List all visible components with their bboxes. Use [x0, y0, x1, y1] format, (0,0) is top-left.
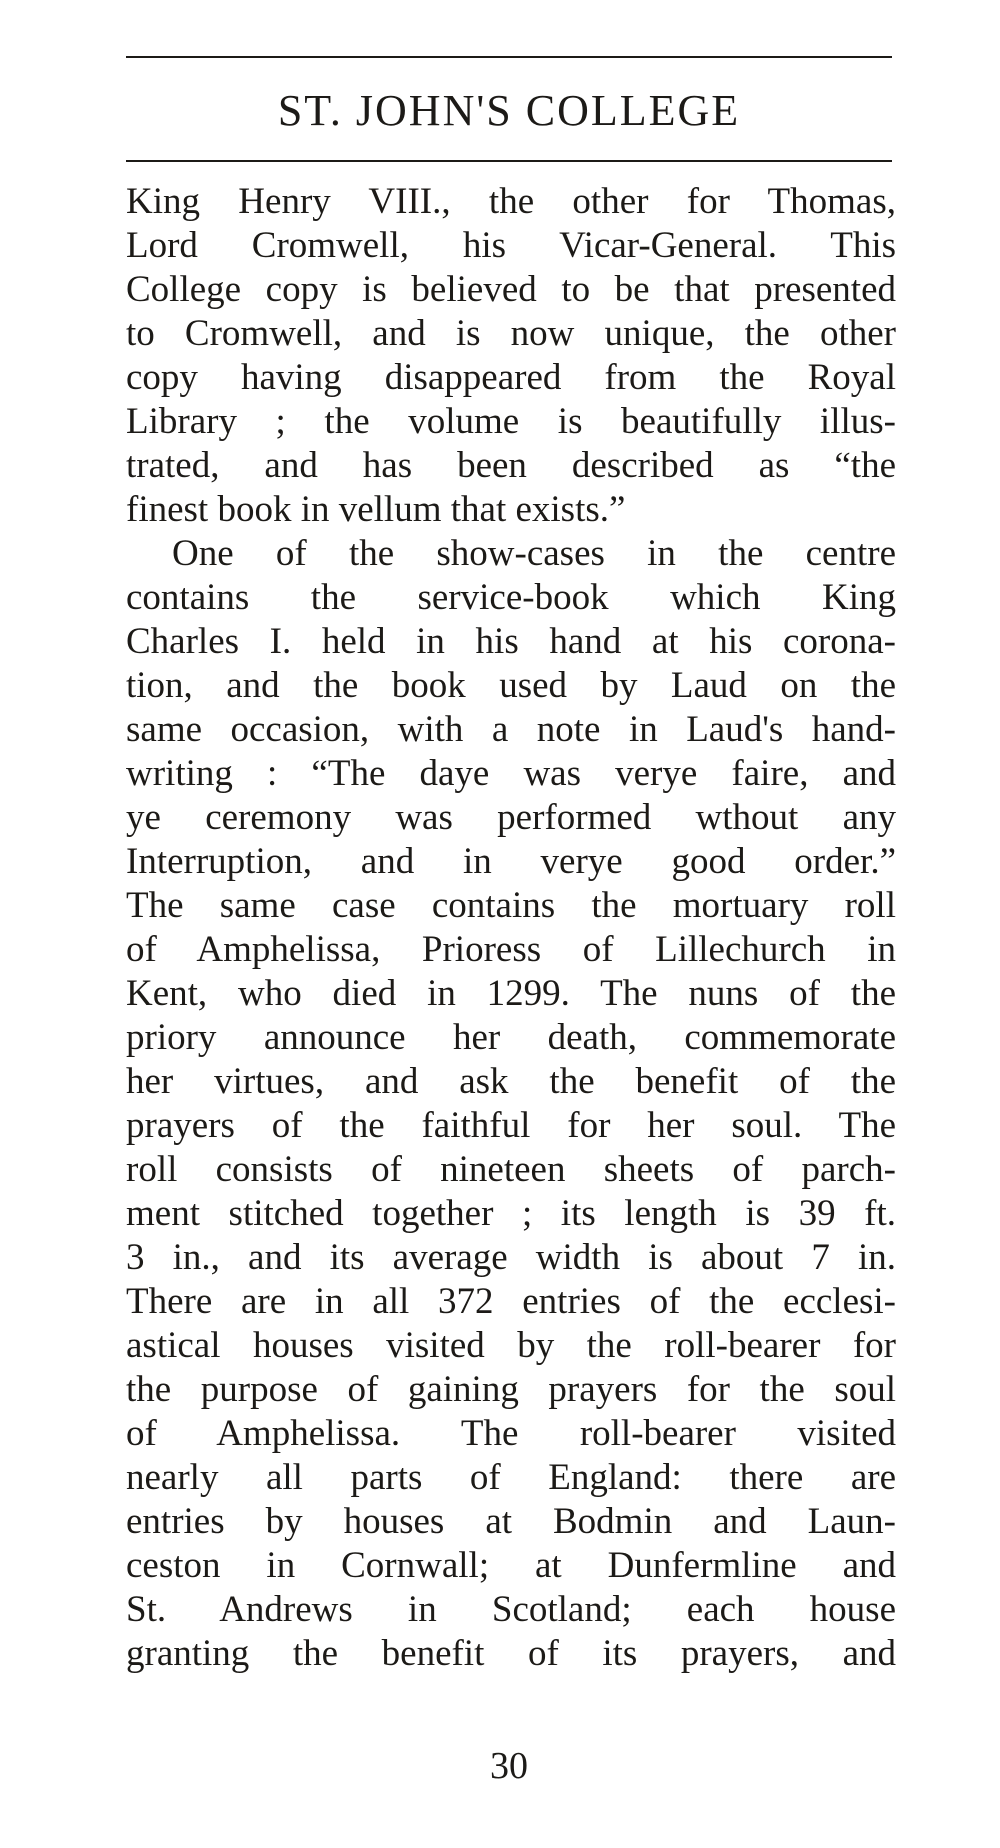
- text-line: 3 in., and its average width is about 7 in.: [126, 1237, 896, 1278]
- page-number: 30: [490, 1745, 528, 1787]
- text-line: the purpose of gaining prayers for the soul: [126, 1369, 896, 1410]
- text-line: tion, and the book used by Laud on the: [126, 665, 896, 706]
- text-line: to Cromwell, and is now unique, the other: [126, 313, 896, 354]
- text-line: ceston in Cornwall; at Dunfermline and: [126, 1545, 896, 1586]
- header-rule-top: [126, 56, 892, 58]
- text-line: contains the service-book which King: [126, 577, 896, 618]
- text-line: ment stitched together ; its length is 39 ft.: [126, 1193, 896, 1234]
- text-line: her virtues, and ask the benefit of the: [126, 1061, 896, 1102]
- text-line: writing : “The daye was verye faire, and: [126, 753, 896, 794]
- body-text: [126, 180, 896, 1676]
- text-line: granting the benefit of its prayers, and: [126, 1633, 896, 1674]
- text-line: of Amphelissa. The roll-bearer visited: [126, 1413, 896, 1454]
- text-line: One of the show-cases in the centre: [172, 533, 896, 574]
- text-line: Library ; the volume is beautifully illus-: [126, 401, 896, 442]
- text-line: Lord Cromwell, his Vicar-General. This: [126, 225, 896, 266]
- header-rule-bottom: [126, 160, 892, 162]
- text-line: trated, and has been described as “the: [126, 445, 896, 486]
- text-line: copy having disappeared from the Royal: [126, 357, 896, 398]
- text-line: astical houses visited by the roll-bearer for: [126, 1325, 896, 1366]
- text-line: of Amphelissa, Prioress of Lillechurch in: [126, 929, 896, 970]
- text-line: roll consists of nineteen sheets of parch-: [126, 1149, 896, 1190]
- text-line: The same case contains the mortuary roll: [126, 885, 896, 926]
- text-line: same occasion, with a note in Laud's hand-: [126, 709, 896, 750]
- text-line: King Henry VIII., the other for Thomas,: [126, 181, 896, 222]
- text-line: Charles I. held in his hand at his corona-: [126, 621, 896, 662]
- text-line: There are in all 372 entries of the ecclesi-: [126, 1281, 896, 1322]
- text-line: entries by houses at Bodmin and Laun-: [126, 1501, 896, 1542]
- text-line: prayers of the faithful for her soul. The: [126, 1105, 896, 1146]
- text-line: finest book in vellum that exists.”: [126, 489, 626, 530]
- text-line: Kent, who died in 1299. The nuns of the: [126, 973, 896, 1014]
- text-line: College copy is believed to be that presented: [126, 269, 896, 310]
- text-line: St. Andrews in Scotland; each house: [126, 1589, 896, 1630]
- text-line: ye ceremony was performed wthout any: [126, 797, 896, 838]
- text-line: nearly all parts of England: there are: [126, 1457, 896, 1498]
- running-head: ST. JOHN'S COLLEGE: [277, 86, 741, 135]
- text-line: priory announce her death, commemorate: [126, 1017, 896, 1058]
- text-line: Interruption, and in verye good order.”: [126, 841, 896, 882]
